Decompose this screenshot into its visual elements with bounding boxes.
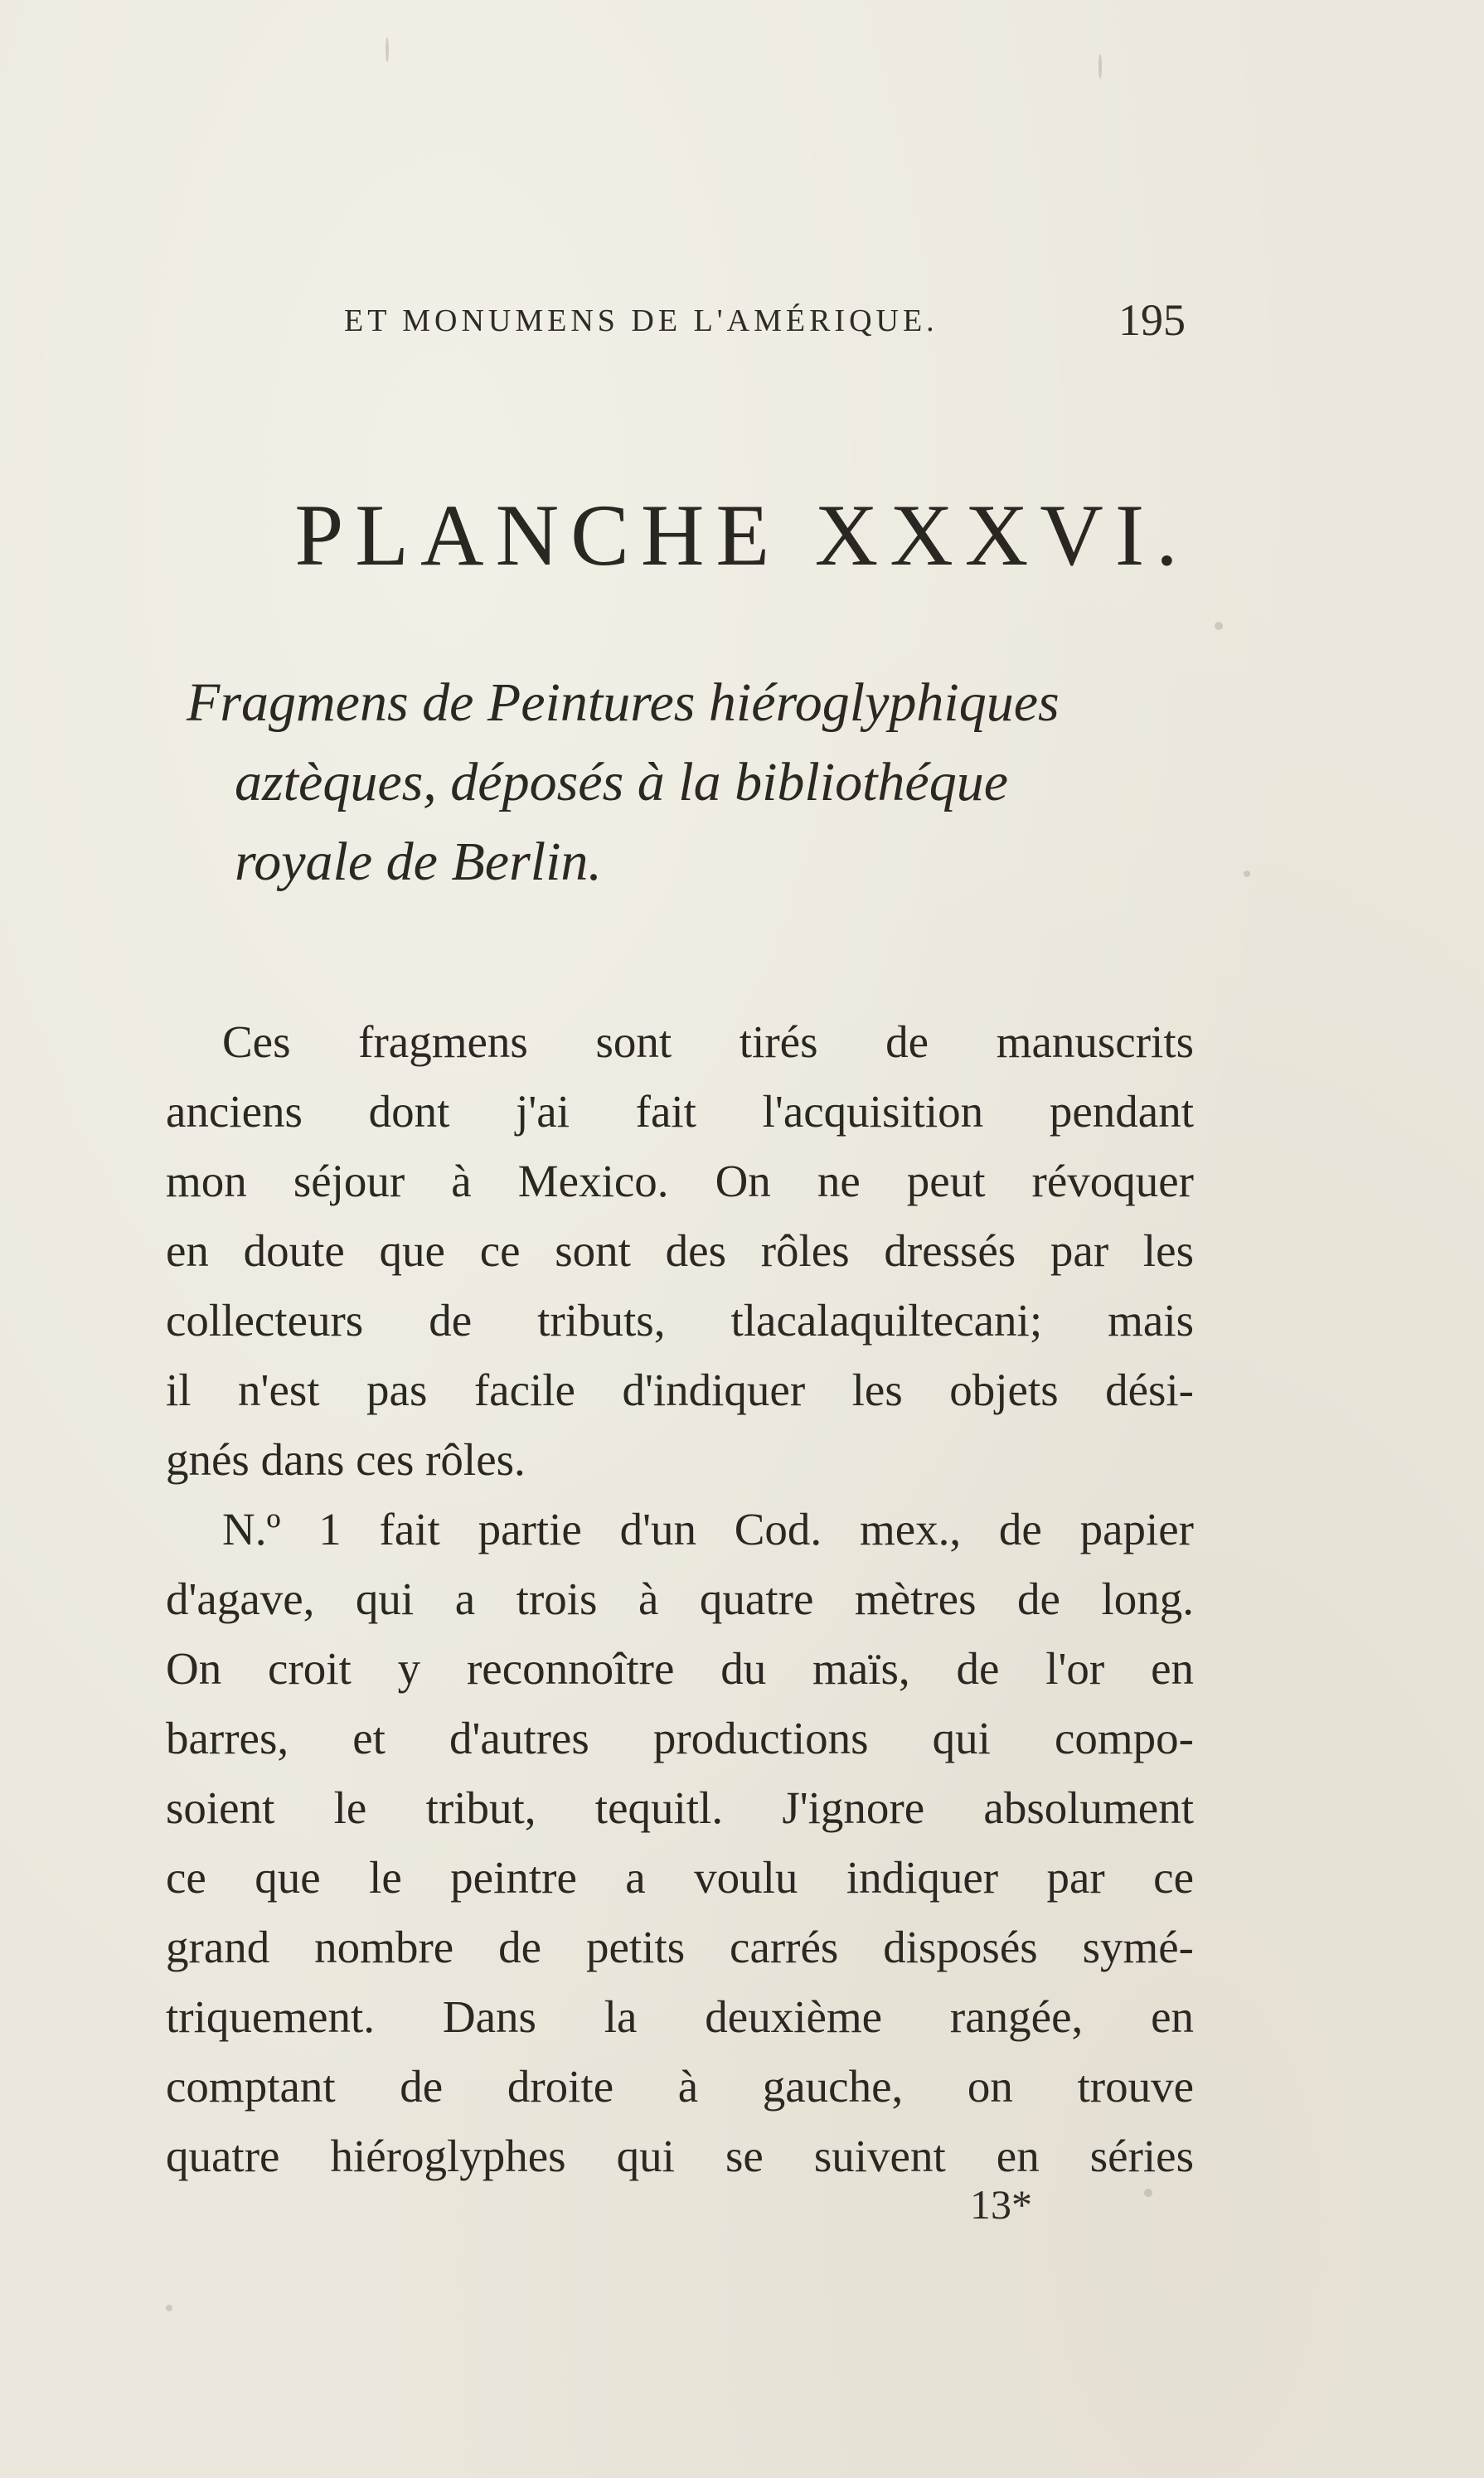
body-line: collecteurs de tributs, tlacalaquiltecani; mais bbox=[166, 1295, 1194, 1346]
body-line: anciens dont j'ai fait l'acquisition pendant bbox=[166, 1086, 1194, 1137]
body-line: ce que le peintre a voulu indiquer par ce bbox=[166, 1852, 1194, 1903]
body-text bbox=[166, 1007, 1194, 2191]
caption-line: aztèques, déposés à la bibliothéque bbox=[235, 752, 1009, 812]
caption-line: Fragmens de Peintures hiéroglyphiques bbox=[187, 672, 1060, 733]
body-line: d'agave, qui a trois à quatre mètres de long. bbox=[166, 1574, 1194, 1624]
paper-speck bbox=[1244, 870, 1250, 877]
plate-title: PLANCHE XXXVI. bbox=[294, 487, 1190, 584]
page-number: 195 bbox=[1118, 295, 1186, 345]
paper-speck bbox=[1144, 2189, 1152, 2197]
body-line: mon séjour à Mexico. On ne peut révoquer bbox=[166, 1156, 1194, 1206]
body-line: On croit y reconnoître du maïs, de l'or en bbox=[166, 1643, 1194, 1694]
body-line: comptant de droite à gauche, on trouve bbox=[166, 2061, 1194, 2112]
plate-caption bbox=[187, 663, 1198, 902]
paper-speck bbox=[1215, 622, 1223, 630]
paper-speck bbox=[166, 2305, 172, 2311]
running-title: ET MONUMENS DE L'AMÉRIQUE. bbox=[344, 303, 938, 338]
body-line: quatre hiéroglyphes qui se suivent en séries bbox=[166, 2131, 1194, 2181]
body-line: en doute que ce sont des rôles dressés par les bbox=[166, 1225, 1194, 1276]
body-line: N.º 1 fait partie d'un Cod. mex., de papier bbox=[222, 1504, 1194, 1554]
paper-speck bbox=[1098, 54, 1102, 79]
body-line: soient le tribut, tequitl. J'ignore absolument bbox=[166, 1782, 1194, 1833]
body-line: triquement. Dans la deuxième rangée, en bbox=[166, 1991, 1194, 2042]
body-line: Ces fragmens sont tirés de manuscrits bbox=[222, 1016, 1194, 1067]
body-line: gnés dans ces rôles. bbox=[166, 1434, 526, 1485]
body-line: barres, et d'autres productions qui compo- bbox=[166, 1713, 1194, 1763]
signature-mark: 13* bbox=[970, 2181, 1032, 2228]
body-line: il n'est pas facile d'indiquer les objets dési- bbox=[166, 1365, 1194, 1415]
paper-speck bbox=[386, 37, 389, 62]
caption-line: royale de Berlin. bbox=[235, 832, 602, 892]
body-line: grand nombre de petits carrés disposés symé- bbox=[166, 1922, 1194, 1972]
page-header bbox=[344, 294, 1186, 361]
